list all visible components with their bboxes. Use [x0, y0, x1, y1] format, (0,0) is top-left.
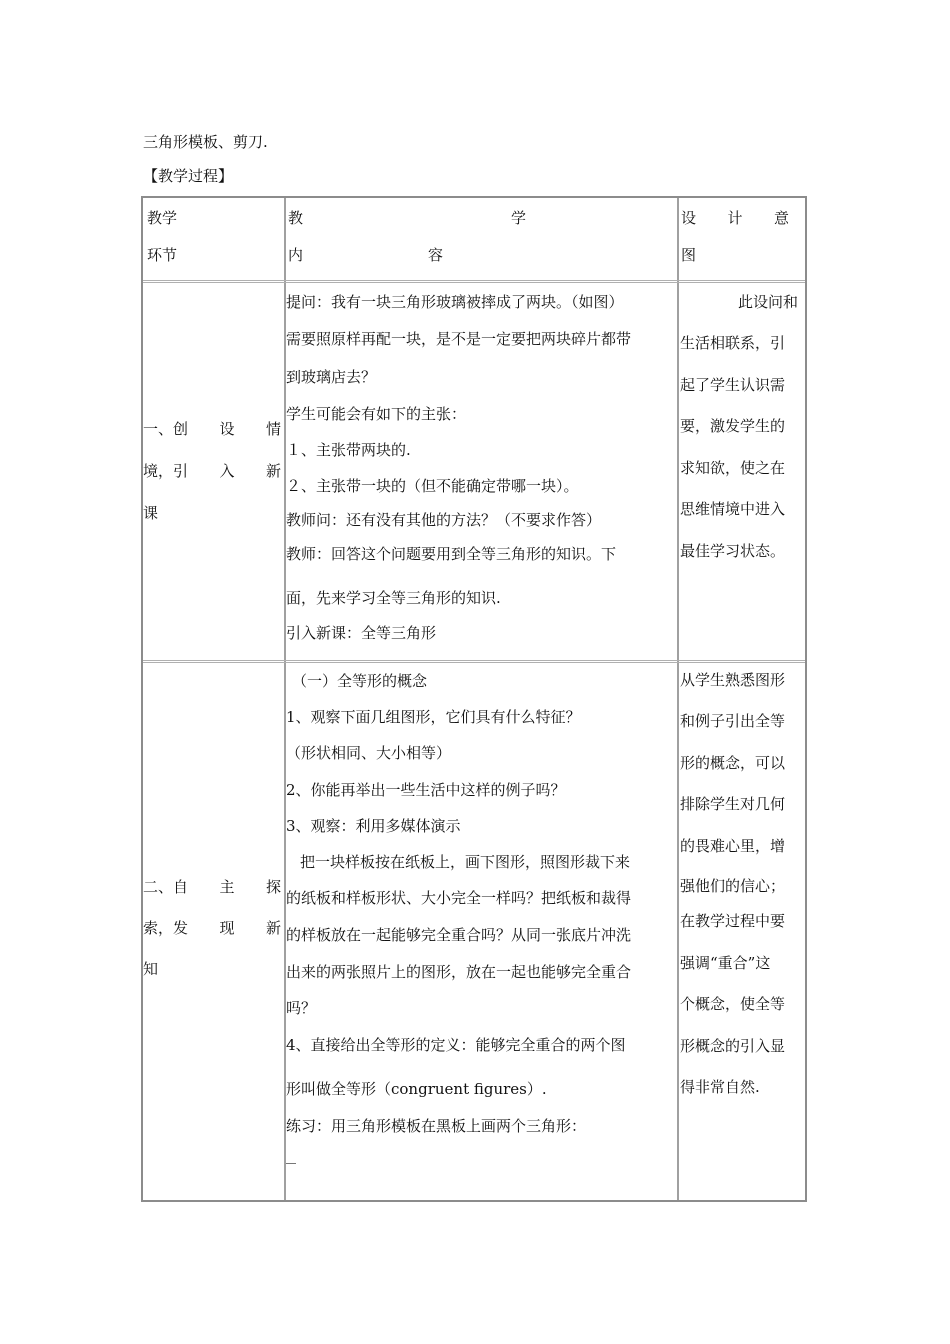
row2-stage-line: 索，发 现 新 — [143, 919, 281, 937]
content-line: （一）全等形的概念 — [292, 672, 428, 690]
content-line: 需要照原样再配一块，是不是一定要把两块碎片都带 — [286, 330, 632, 348]
content-line: （形状相同、大小相等） — [286, 744, 452, 762]
content-line: ２、主张带一块的（但不能确定带哪一块）。 — [286, 477, 579, 495]
figure-placeholder-mark — [286, 1163, 296, 1164]
intent-line: 形的概念，可以 — [680, 754, 786, 772]
content-line: 把一块样板按在纸板上，画下图形，照图形裁下来 — [300, 853, 631, 871]
intent-line: 形概念的引入显 — [680, 1037, 786, 1055]
intent-line: 最佳学习状态。 — [680, 542, 786, 560]
content-line: 引入新课：全等三角形 — [286, 624, 437, 642]
content-line: 形叫做全等形（congruent figures）. — [286, 1080, 547, 1098]
intent-line: 起了学生认识需 — [680, 376, 786, 394]
intent-line: 强他们的信心； — [680, 877, 786, 895]
header-content-line: 内 容 — [288, 246, 443, 264]
intent-line: 生活相联系，引 — [680, 334, 786, 352]
content-line: 4、直接给出全等形的定义：能够完全重合的两个图 — [286, 1036, 626, 1054]
content-line: 面，先来学习全等三角形的知识. — [286, 589, 501, 607]
intent-line: 在教学过程中要 — [680, 912, 786, 930]
content-line: １、主张带两块的. — [286, 441, 411, 459]
content-line: 教师：回答这个问题要用到全等三角形的知识。下 — [286, 545, 617, 563]
header-stage-line: 教学 — [147, 209, 178, 227]
intent-line: 得非常自然. — [680, 1078, 760, 1096]
content-line: 学生可能会有如下的主张： — [286, 405, 467, 423]
content-line: 练习：用三角形模板在黑板上画两个三角形： — [286, 1117, 587, 1135]
row1-stage-line: 境，引 入 新 — [143, 462, 281, 480]
row1-stage-line: 一、创 设 情 — [143, 420, 281, 438]
row2-stage-line: 知 — [143, 960, 159, 978]
intent-line: 此设问和 — [738, 293, 799, 311]
header-intent-line: 设 计 意 — [681, 209, 789, 227]
content-line: 出来的两张照片上的图形，放在一起也能够完全重合 — [286, 963, 632, 981]
materials-line: 三角形模板、剪刀. — [143, 133, 268, 151]
intent-line: 思维情境中进入 — [680, 500, 786, 518]
intent-line: 从学生熟悉图形 — [680, 671, 786, 689]
intent-line: 的畏难心里，增 — [680, 837, 786, 855]
row-divider — [143, 660, 805, 663]
content-line: 的纸板和样板形状、大小完全一样吗？把纸板和裁得 — [286, 889, 632, 907]
content-line: 到玻璃店去？ — [286, 368, 377, 386]
content-line: 教师问：还有没有其他的方法？（不要求作答） — [286, 511, 602, 529]
intent-line: 排除学生对几何 — [680, 795, 786, 813]
intent-line: 个概念，使全等 — [680, 995, 786, 1013]
header-intent-line: 图 — [681, 246, 697, 264]
row1-stage-line: 课 — [143, 504, 159, 522]
process-heading: 【教学过程】 — [143, 167, 234, 185]
content-line: 1、观察下面几组图形，它们具有什么特征？ — [286, 708, 581, 726]
intent-line: 求知欲，使之在 — [680, 459, 786, 477]
intent-line: 和例子引出全等 — [680, 712, 786, 730]
row-divider — [143, 280, 805, 283]
row2-stage-line: 二、自 主 探 — [143, 878, 281, 896]
column-divider — [677, 198, 679, 1200]
content-line: 吗？ — [286, 999, 317, 1017]
content-line: 2、你能再举出一些生活中这样的例子吗？ — [286, 781, 566, 799]
header-content-line: 教 学 — [288, 209, 526, 227]
intent-line: 要，激发学生的 — [680, 417, 786, 435]
content-line: 提问：我有一块三角形玻璃被摔成了两块。（如图） — [286, 293, 624, 311]
intent-line: 强调“重合”这 — [680, 954, 771, 972]
lesson-table — [141, 196, 807, 1202]
header-stage-line: 环节 — [147, 246, 178, 264]
content-line: 3、观察：利用多媒体演示 — [286, 817, 461, 835]
content-line: 的样板放在一起能够完全重合吗？从同一张底片冲洗 — [286, 926, 632, 944]
